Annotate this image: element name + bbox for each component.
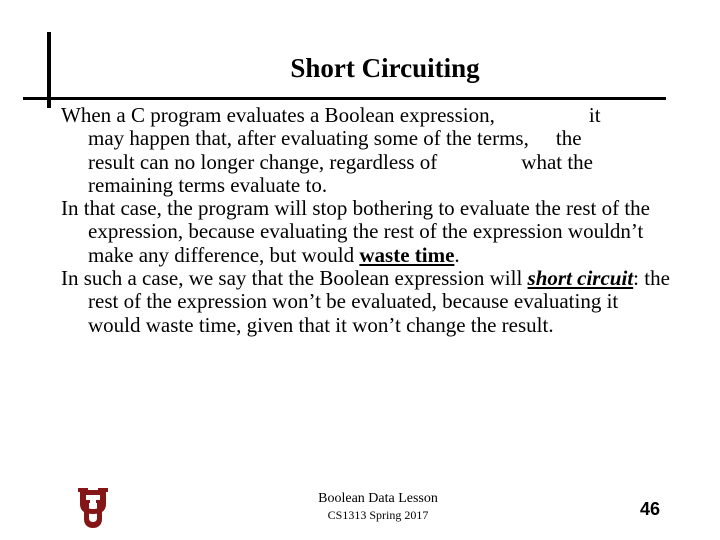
slide-title: Short Circuiting — [290, 53, 480, 83]
page-number: 46 — [639, 499, 661, 519]
slide-body — [61, 104, 673, 337]
p3-start: In such a case, we say that the Boolean expression will — [61, 266, 523, 291]
footer-lesson-title: Boolean Data Lesson — [318, 491, 438, 506]
footer-course-info: CS1313 Spring 2017 — [327, 508, 429, 522]
p1-line1-end: it — [588, 103, 601, 127]
p3-rest: : the rest of the expression won’t be evaluated, because evaluating it would waste time, given that it won’t change the result. — [88, 266, 670, 337]
p2-emphasis: waste time — [359, 242, 455, 267]
p1-line4-text: remaining terms evaluate to. — [88, 172, 328, 197]
p1-line1-text: When a C program evaluates a Boolean expression, — [61, 103, 495, 127]
footer-center — [278, 490, 478, 523]
decorative-horizontal-line — [23, 97, 666, 100]
p2-text: In that case, the program will stop bothering to evaluate the rest of the expression, because evaluating the rest of the expression wouldn’t make any difference, but would — [61, 196, 650, 267]
paragraph-1 — [61, 104, 673, 197]
p1-line3-end: what the — [521, 149, 594, 174]
paragraph-3 — [61, 267, 673, 337]
p1-line2-end: the — [555, 126, 582, 151]
p2-end: . — [454, 242, 460, 267]
paragraph-2 — [61, 197, 673, 267]
p3-term: short circuit — [527, 266, 634, 291]
p1-line3-text: result can no longer change, regardless of — [88, 149, 438, 174]
p1-line2-text: may happen that, after evaluating some of the terms, — [88, 126, 529, 151]
ou-logo-icon — [75, 486, 111, 530]
